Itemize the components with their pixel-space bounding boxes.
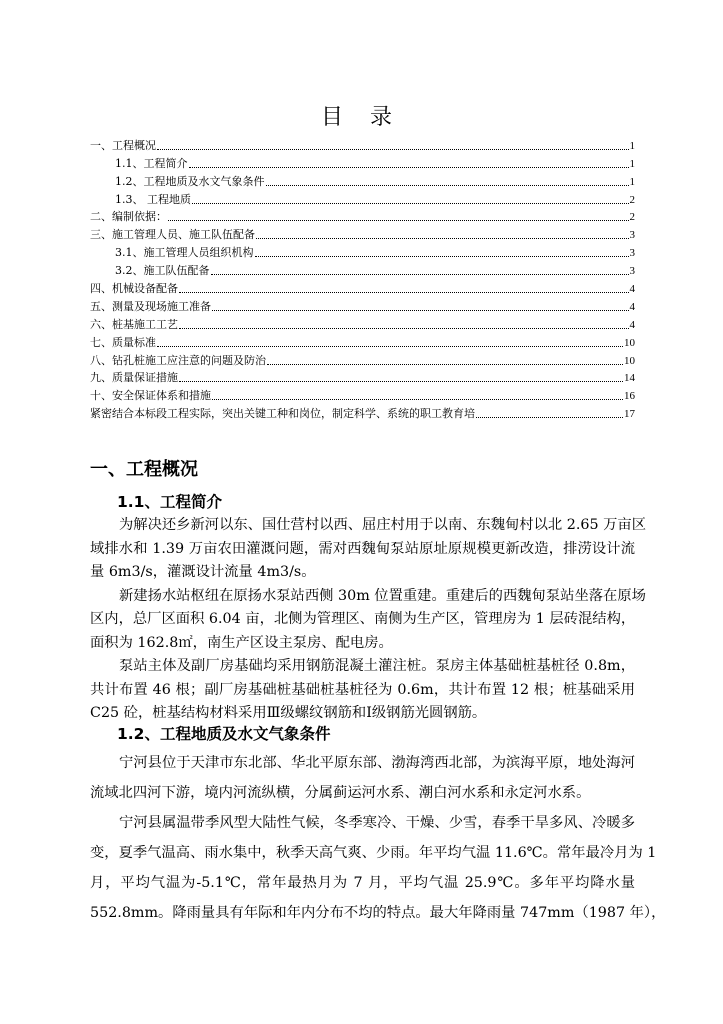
toc-entry[interactable]: [90, 278, 635, 296]
toc-entry-label: 1.2、工程地质及水文气象条件: [115, 174, 265, 188]
paragraph-line: 变，夏季气温高、雨水集中，秋季天高气爽、少雨。年平均气温 11.6℃。常年最冷月为 1: [90, 845, 657, 861]
toc-entry-label: 3.2、施工队伍配备: [115, 264, 210, 278]
toc-page-number: 1: [629, 139, 635, 152]
toc-leader-dots: [256, 237, 629, 239]
toc-entry[interactable]: [90, 296, 635, 314]
toc-page-number: 4: [629, 318, 635, 331]
toc-entry[interactable]: [90, 260, 635, 278]
paragraph-line: 新建扬水站枢纽在原扬水泵站西侧 30m 位置重建。重建后的西魏甸泵站坐落在原场: [119, 587, 646, 604]
toc-page-number: 2: [629, 193, 635, 206]
toc-page-number: 10: [624, 336, 635, 349]
toc-page-number: 1: [629, 175, 635, 188]
toc-entry-label: 3.1、施工管理人员组织机构: [115, 246, 254, 260]
paragraph: [90, 748, 635, 808]
paragraph-line: 区内，总厂区面积 6.04 亩，北侧为管理区、南侧为生产区，管理房为 1 层砖混结构，: [90, 611, 636, 627]
toc-entry-label: 紧密结合本标段工程实际，突出关键工种和岗位，制定科学、系统的职工教育培: [90, 407, 475, 421]
toc-leader-dots: [168, 219, 629, 221]
toc-leader-dots: [189, 166, 629, 168]
toc-leader-dots: [179, 380, 623, 382]
toc-page-number: 17: [624, 408, 635, 421]
toc-entry-label: 八、钻孔桩施工应注意的问题及防治: [90, 353, 266, 367]
toc-entry[interactable]: [90, 207, 635, 225]
toc-entry[interactable]: [90, 135, 635, 153]
toc-leader-dots: [211, 273, 629, 275]
paragraph-line: 宁河县位于天津市东北部、华北平原东部、渤海湾西北部，为滨海平原，地处海河: [119, 755, 635, 771]
toc-leader-dots: [157, 148, 629, 150]
toc-entry[interactable]: [90, 332, 635, 350]
paragraph-line: 月，平均气温为-5.1℃，常年最热月为 7 月，平均气温 25.9℃。多年平均降水量: [90, 875, 635, 891]
toc-entry-label: 六、桩基施工工艺: [90, 317, 178, 331]
paragraph-line: C25 砼，桩基结构材料采用Ⅲ级螺纹钢筋和Ⅰ级钢筋光圆钢筋。: [90, 705, 487, 721]
toc-entry-label: 九、质量保证措施: [90, 371, 178, 385]
subsection-heading-1-2: 1.2、工程地质及水文气象条件: [117, 725, 331, 743]
toc-page-number: 2: [629, 211, 635, 224]
toc-entry-label: 二、编制依据：: [90, 210, 167, 224]
toc-leader-dots: [266, 184, 629, 186]
toc-page-number: 4: [629, 300, 635, 313]
toc-entry-label: 1.3、 工程地质: [115, 192, 191, 206]
toc-page-number: 3: [629, 265, 635, 278]
paragraph-line: 量 6m3/s，灌溉设计流量 4m3/s。: [90, 564, 316, 580]
subsection-1-2-body: [90, 748, 666, 928]
paragraph-line: 为解决还乡新河以东、国仕营村以西、屈庄村用于以南、东魏甸村以北 2.65 万亩区: [119, 517, 647, 533]
toc-title: 目 录: [321, 105, 402, 130]
toc-leader-dots: [255, 255, 629, 257]
toc-entry-label: 三、施工管理人员、施工队伍配备: [90, 228, 255, 242]
toc-leader-dots: [267, 363, 623, 365]
toc-entry-label: 十、安全保证体系和措施: [90, 389, 211, 403]
subsection-1-1-body: [90, 514, 647, 726]
subsection-heading-1-1: 1.1、工程简介: [117, 493, 222, 511]
toc-page-number: 16: [624, 390, 635, 403]
toc-entry[interactable]: [90, 385, 635, 403]
paragraph: [90, 808, 666, 928]
toc-page-number: 10: [624, 354, 635, 367]
toc-page-number: 3: [629, 247, 635, 260]
paragraph-line: 共计布置 46 根；副厂房基础桩基础桩基桩径为 0.6m，共计布置 12 根；桩基础采用: [90, 681, 635, 698]
paragraph: [90, 585, 646, 656]
toc-entry[interactable]: [90, 314, 635, 332]
paragraph-line: 泵站主体及副厂房基础均采用钢筋混凝土灌注桩。泵房主体基础桩基桩径 0.8m，: [119, 658, 635, 674]
toc-page-number: 3: [629, 229, 635, 242]
paragraph-line: 552.8mm。降雨量具有年际和年内分布不均的特点。最大年降雨量 747mm（1987 年），: [90, 905, 666, 921]
toc-entry[interactable]: [90, 242, 635, 260]
toc-page-number: 14: [624, 372, 635, 385]
toc-leader-dots: [179, 327, 629, 329]
toc-entry-label: 五、测量及现场施工准备: [90, 299, 211, 313]
paragraph-line: 面积为 162.8㎡，南生产区设主泵房、配电房。: [90, 634, 393, 651]
toc-entry[interactable]: [90, 153, 635, 171]
toc-entry[interactable]: [90, 403, 635, 421]
toc-entry[interactable]: [90, 189, 635, 207]
paragraph: [90, 514, 647, 585]
toc-entry[interactable]: [90, 224, 635, 242]
toc-entry[interactable]: [90, 368, 635, 386]
toc-page-number: 4: [629, 283, 635, 296]
paragraph-line: 流域北四河下游，境内河流纵横，分属蓟运河水系、潮白河水系和永定河水系。: [90, 785, 591, 801]
toc-leader-dots: [212, 309, 629, 311]
toc-entry-label: 四、机械设备配备: [90, 282, 178, 296]
paragraph-line: 宁河县属温带季风型大陆性气候，冬季寒冷、干燥、少雪，春季干旱多风、冷暖多: [119, 815, 635, 831]
toc-entry-label: 七、质量标准: [90, 335, 156, 349]
toc-entry-label: 1.1、工程简介: [115, 156, 188, 170]
toc-leader-dots: [476, 416, 623, 418]
toc-leader-dots: [212, 398, 623, 400]
paragraph-line: 域排水和 1.39 万亩农田灌溉问题，需对西魏甸泵站原址原规模更新改造，排涝设计流: [90, 540, 635, 557]
paragraph: [90, 655, 635, 726]
toc-entry-label: 一、工程概况: [90, 138, 156, 152]
toc-leader-dots: [179, 291, 629, 293]
toc-leader-dots: [157, 345, 623, 347]
table-of-contents: [90, 135, 635, 421]
section-heading: 一、工程概况: [90, 459, 198, 480]
toc-entry[interactable]: [90, 171, 635, 189]
toc-entry[interactable]: [90, 350, 635, 368]
toc-leader-dots: [192, 202, 629, 204]
toc-page-number: 1: [629, 157, 635, 170]
